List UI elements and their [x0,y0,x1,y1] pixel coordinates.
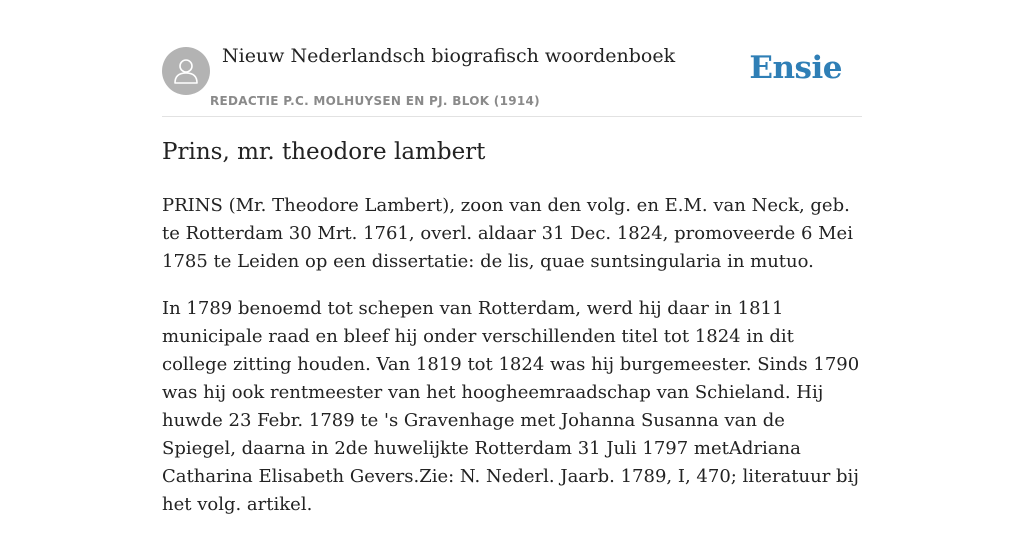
editors-byline: REDACTIE P.C. MOLHUYSEN EN PJ. BLOK (1914) [210,94,540,108]
book-title[interactable]: Nieuw Nederlandsch biografisch woordenboek [222,45,676,67]
author-avatar[interactable] [162,47,210,95]
entry-paragraph: PRINS (Mr. Theodore Lambert), zoon van den volg. en E.M. van Neck, geb. te Rotterdam 30 Mrt. 1761, overl. aldaar 31 Dec. 1824, promoveerde 6 Mei 1785 te Leiden op een dissertatie: de lis, quae suntsingularia in mutuo. [162,195,853,272]
ensie-logo[interactable]: Ensie [749,50,842,86]
user-icon [173,57,199,85]
entry-title: Prins, mr. theodore lambert [162,139,486,165]
page-header [162,40,862,117]
entry-paragraph: In 1789 benoemd tot schepen van Rotterdam, werd hij daar in 1811 municipale raad en bleef hij onder verschillenden titel tot 1824 in dit college zitting houden. Van 1819 tot 1824 was hij burgemeester. Sinds 1790 was hij ook rentmeester van het hoogheemraadschap van Schieland. Hij huwde 23 Febr. 1789 te 's Gravenhage met Johanna Susanna van de Spiegel, daarna in 2de huwelijkte Rotterdam 31 Juli 1797 metAdriana Catharina Elisabeth Gevers.Zie: N. Nederl. Jaarb. 1789, I, 470; literatuur bij het volg. artikel. [162,298,860,515]
entry-body [162,192,862,538]
